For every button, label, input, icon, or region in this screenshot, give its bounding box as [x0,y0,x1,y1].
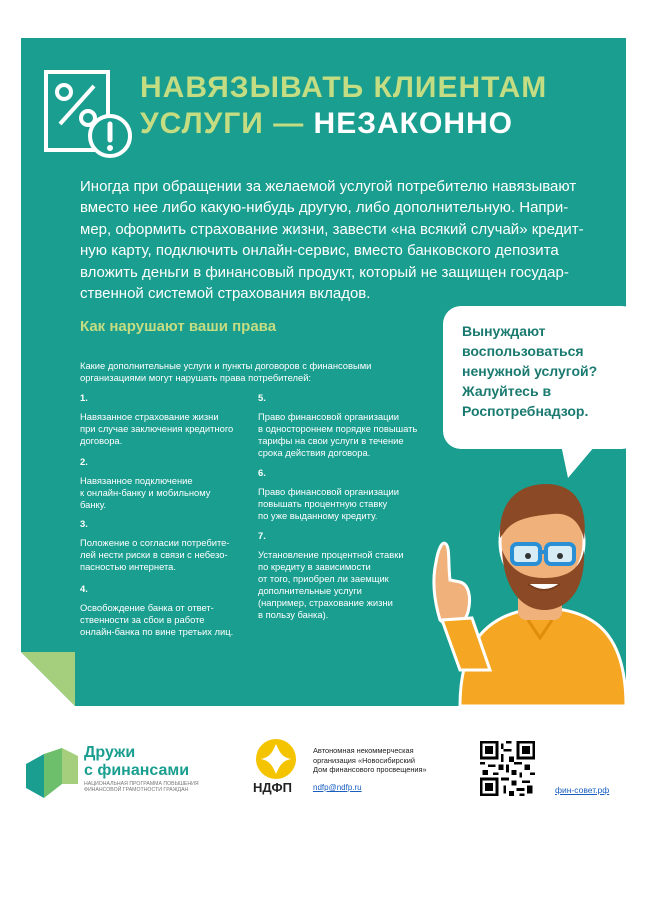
rights-item-text: Освобождение банка от ответ- ственности за сбои в работе онлайн-банка по вине третьих лиц. [80,602,234,637]
title-line-2-highlight: НЕЗАКОННО [313,107,513,140]
intro-paragraph [80,176,610,304]
ndfp-logo [255,738,297,780]
brand-line-1: Дружи [84,744,136,761]
rights-item [80,456,255,511]
intro-line: вместо нее либо какую-нибудь другую, либо дополнительную. Напри- [80,199,569,217]
page-title [140,70,547,142]
rights-item-number: 3. [80,518,88,529]
rights-item-number: 5. [258,392,266,403]
intro-line: ственной системой страхования вкладов. [80,285,371,303]
page-fold-corner [21,652,75,706]
rights-item [80,392,255,447]
rights-item-number: 1. [80,392,88,403]
rights-item-number: 6. [258,467,266,478]
website-link[interactable]: фин-совет.рф [555,785,610,795]
rights-item-text: Навязанное страхование жизни при случае заключения кредитного договора. [80,411,234,446]
rights-item-number: 2. [80,456,88,467]
bearded-man-illustration [420,470,626,706]
rights-heading: Как нарушают ваши права [80,318,277,335]
intro-line: ную карту, подключить онлайн-сервис, вместо банковского депозита [80,242,559,260]
brand-subtitle: НАЦИОНАЛЬНАЯ ПРОГРАММА ПОВЫШЕНИЯ ФИНАНСОВОЙ ГРАМОТНОСТИ ГРАЖДАН [84,781,199,794]
intro-line: вложить деньги в финансовый продукт, который не защищен государ- [80,263,569,281]
email-link[interactable]: ndfp@ndfp.ru [313,783,362,792]
rights-item-number: 7. [258,530,266,541]
rights-item [80,583,255,638]
rights-item-text: Право финансовой организации в одностороннем порядке повышать тарифы на свои услуги в течение срока действия договора. [258,411,418,458]
intro-line: Иногда при обращении за желаемой услугой потребителю навязывают [80,178,577,195]
rights-item-text: Навязанное подключение к онлайн-банку и мобильному банку. [80,475,211,510]
title-line-2-accent: УСЛУГИ — [140,107,305,140]
rights-item-number: 4. [80,583,88,594]
rights-item-text: Установление процентной ставки по кредиту в зависимости от того, приобрел ли заемщик дополнительные услуги (например, страхование жизни в пользу банка). [258,549,404,620]
speech-bubble-text: Вынуждают воспользоваться ненужной услугой? Жалуйтесь в Роспотребнадзор. [462,323,598,419]
druzhi-s-finansami-logo [22,744,82,800]
ndfp-name: НДФП [253,780,292,795]
brand-line-2: с финансами [84,762,190,779]
qr-code [480,741,535,796]
intro-line: мер, оформить страхование жизни, завести «на всякий случай» кредит- [80,220,584,238]
rights-item [258,467,433,522]
title-line-1: НАВЯЗЫВАТЬ КЛИЕНТАМ [140,71,548,104]
rights-lead: Какие дополнительные услуги и пункты договоров с финансовыми организациями могут нарушать права потребителей: [80,360,372,383]
rights-item [258,530,433,621]
rights-item-text: Положение о согласии потребите- лей нести риски в связи с небезо- пасностью интернета. [80,537,230,572]
rights-item [80,518,255,573]
rights-item-text: Право финансовой организации повышать процентную ставку по уже выданному кредиту. [258,486,399,521]
brand-name [84,744,189,780]
percent-warning-icon [42,68,132,163]
org-description: Автономная некоммерческая организация «Новосибирский Дом финансового просвещения» [313,746,427,774]
title-line-2 [140,106,547,142]
rights-item [258,392,433,459]
